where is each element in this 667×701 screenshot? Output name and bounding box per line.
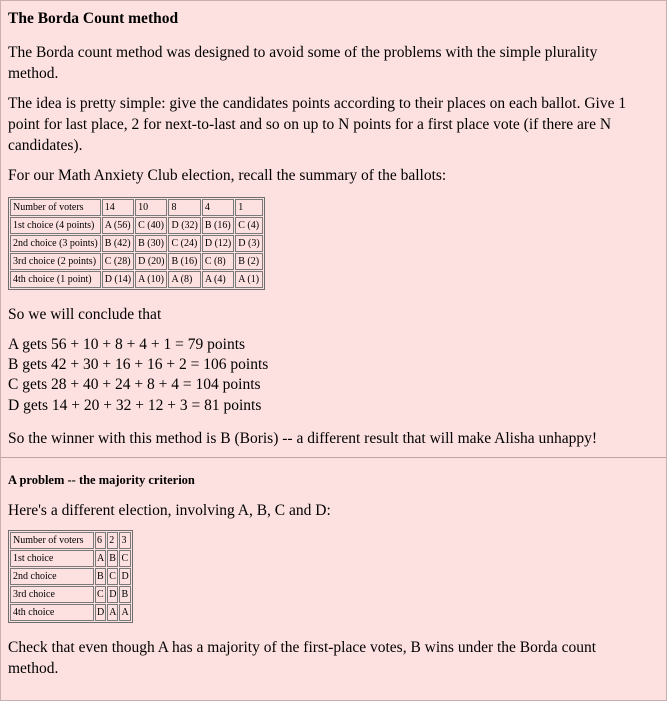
table-cell: D — [107, 586, 118, 603]
section-title: A problem -- the majority criterion — [8, 473, 195, 487]
table-cell: 4th choice (1 point) — [10, 271, 101, 288]
recall-paragraph: For our Math Anxiety Club election, recall the summary of the ballots: — [8, 167, 447, 184]
table-cell: B — [95, 568, 106, 585]
table-cell: D — [119, 568, 130, 585]
table-cell: 1 — [235, 199, 263, 216]
table-cell: Number of voters — [10, 532, 94, 549]
table-cell: A (56) — [102, 217, 134, 234]
table-cell: 1st choice (4 points) — [10, 217, 101, 234]
sum-line-d: D gets 14 + 20 + 32 + 12 + 3 = 81 points — [8, 397, 262, 414]
intro-paragraph: Here's a different election, involving A, B, C and D: — [8, 502, 331, 519]
table-row — [10, 271, 263, 288]
table-cell: C (8) — [202, 253, 234, 270]
table-cell: D — [95, 604, 106, 621]
table-cell: B — [119, 586, 130, 603]
table-cell: 2nd choice (3 points) — [10, 235, 101, 252]
table-cell: B (16) — [168, 253, 200, 270]
table-cell: 14 — [102, 199, 134, 216]
table-row — [10, 568, 131, 585]
ballot-summary-table — [8, 197, 265, 290]
table-cell: 4th choice — [10, 604, 94, 621]
majority-section — [1, 457, 666, 701]
table-cell: C (4) — [235, 217, 263, 234]
table-cell: 10 — [135, 199, 167, 216]
table-cell: D (20) — [135, 253, 167, 270]
table-row — [10, 217, 263, 234]
table-cell: 3rd choice (2 points) — [10, 253, 101, 270]
table-cell: B — [107, 550, 118, 567]
table-cell: C — [107, 568, 118, 585]
table-cell: 3 — [119, 532, 130, 549]
borda-section — [1, 1, 666, 456]
table-cell: B (42) — [102, 235, 134, 252]
table-header-row — [10, 199, 263, 216]
table-cell: 6 — [95, 532, 106, 549]
table-row — [10, 604, 131, 621]
table-cell: D (12) — [202, 235, 234, 252]
table-row — [10, 253, 263, 270]
table-cell: A — [95, 550, 106, 567]
table-cell: A (4) — [202, 271, 234, 288]
table-cell: D (32) — [168, 217, 200, 234]
table-cell: 8 — [168, 199, 200, 216]
sum-line-c: C gets 28 + 40 + 24 + 8 + 4 = 104 points — [8, 376, 261, 393]
table-cell: A — [107, 604, 118, 621]
table-cell: 3rd choice — [10, 586, 94, 603]
table-row — [10, 550, 131, 567]
winner-paragraph: So the winner with this method is B (Boris) -- a different result that will make Alisha unhappy! — [8, 430, 598, 447]
table-cell: D (3) — [235, 235, 263, 252]
table-row — [10, 235, 263, 252]
sum-line-a: A gets 56 + 10 + 8 + 4 + 1 = 79 points — [8, 336, 246, 353]
table-cell: B (2) — [235, 253, 263, 270]
table-cell: Number of voters — [10, 199, 101, 216]
table-cell: A — [119, 604, 130, 621]
table-cell: A (8) — [168, 271, 200, 288]
table-cell: A (10) — [135, 271, 167, 288]
table-row — [10, 586, 131, 603]
table-cell: 1st choice — [10, 550, 94, 567]
table-header-row — [10, 532, 131, 549]
table-cell: C — [119, 550, 130, 567]
closing-paragraph: Check that even though A has a majority of the first-place votes, B wins under the Borda count method. — [8, 639, 597, 677]
table-cell: C (40) — [135, 217, 167, 234]
table-cell: 2nd choice — [10, 568, 94, 585]
table-cell: C (24) — [168, 235, 200, 252]
conclude-paragraph: So we will conclude that — [8, 306, 162, 323]
table-cell: C — [95, 586, 106, 603]
table-cell: 4 — [202, 199, 234, 216]
intro-paragraph: The Borda count method was designed to avoid some of the problems with the simple plurality method. — [8, 44, 598, 82]
table-cell: B (16) — [202, 217, 234, 234]
sum-line-b: B gets 42 + 30 + 16 + 16 + 2 = 106 points — [8, 356, 269, 373]
table-cell: B (30) — [135, 235, 167, 252]
election-table — [8, 530, 133, 623]
table-cell: C (28) — [102, 253, 134, 270]
table-cell: 2 — [107, 532, 118, 549]
idea-paragraph: The idea is pretty simple: give the candidates points according to their places on each ballot. Give 1 point for last place, 2 for next-to-last and so on up to N points for a first place vote (if there are N candidates). — [8, 95, 627, 154]
table-cell: A (1) — [235, 271, 263, 288]
table-cell: D (14) — [102, 271, 134, 288]
section-title: The Borda Count method — [8, 10, 179, 27]
